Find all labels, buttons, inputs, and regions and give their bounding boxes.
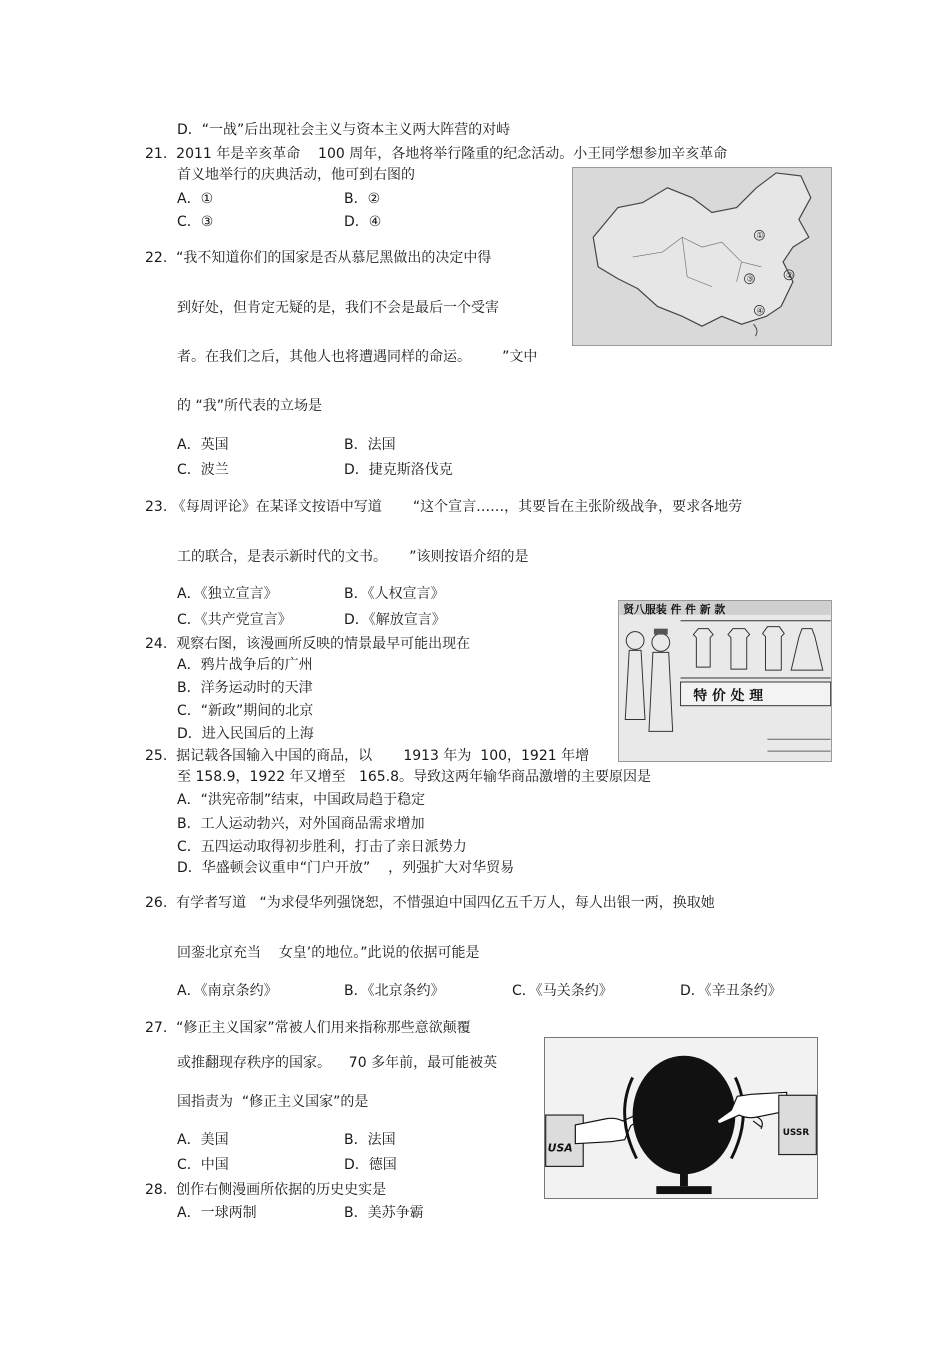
- q22-stem-line2: 到好处，但肯定无疑的是，我们不会是最后一个受害: [177, 300, 499, 316]
- q27-option-b: B．法国: [344, 1132, 396, 1148]
- q24-option-d: D．进入民国后的上海: [177, 726, 314, 742]
- q27-stem-line2: 或推翻现存秩序的国家。 70 多年前，最可能被英: [177, 1055, 498, 1071]
- q23-option-a: A．《独立宣言》: [177, 586, 278, 602]
- q24-stem-line1: 24. 观察右图，该漫画所反映的情景最早可能出现在: [145, 636, 471, 652]
- map-marker-4: ④: [756, 306, 764, 316]
- q23-stem-line1: 23. 《每周评论》在某译文按语中写道 “这个宣言……，其要旨在主张阶级战争，要求各地劳: [145, 499, 743, 515]
- q25-option-d: D．华盛顿会议重申“门户开放” ，列强扩大对华贸易: [177, 860, 515, 876]
- q27-option-a: A．美国: [177, 1132, 229, 1148]
- q21-option-c: C．③: [177, 214, 214, 230]
- q26-option-a: A．《南京条约》: [177, 983, 278, 999]
- globe-cartoon: [544, 1037, 818, 1199]
- clothing-store-drawing: [619, 601, 831, 761]
- q28-stem-line1: 28. 创作右侧漫画所依据的历史史实是: [145, 1182, 387, 1198]
- china-map-outline: [573, 168, 831, 345]
- q24-option-a: A．鸦片战争后的广州: [177, 657, 313, 673]
- q23-option-c: C．《共产党宣言》: [177, 612, 292, 628]
- q25-option-b: B．工人运动勃兴，对外国商品需求增加: [177, 816, 425, 832]
- q22-option-c: C．波兰: [177, 462, 229, 478]
- q22-option-d: D．捷克斯洛伐克: [344, 462, 453, 478]
- q24-option-b: B．洋务运动时的天津: [177, 680, 313, 696]
- q24-option-c: C．“新政”期间的北京: [177, 703, 314, 719]
- store-sign-bottom: 特 价 处 理: [693, 687, 764, 704]
- q21-stem-line2: 首义地举行的庆典活动，他可到右图的: [177, 167, 415, 183]
- q21-option-d: D．④: [344, 214, 382, 230]
- q26-stem-line2: 回銮北京充当 女皇’的地位。”此说的依据可能是: [177, 945, 480, 961]
- q28-option-a: A．一球两制: [177, 1205, 257, 1221]
- q20-option-d: D．“一战”后出现社会主义与资本主义两大阵营的对峙: [177, 122, 511, 138]
- q27-option-c: C．中国: [177, 1157, 229, 1173]
- q22-option-b: B．法国: [344, 437, 396, 453]
- usa-label: USA: [547, 1141, 573, 1155]
- q27-stem-line3: 国指责为 “修正主义国家”的是: [177, 1094, 369, 1110]
- q26-stem-line1: 26. 有学者写道 “为求侵华列强饶恕，不惜强迫中国四亿五千万人，每人出银一两，换取她: [145, 895, 715, 911]
- q23-stem-line2: 工的联合，是表示新时代的文书。 ”该则按语介绍的是: [177, 549, 529, 565]
- q21-stem-line1: 21. 2011 年是辛亥革命 100 周年，各地将举行隆重的纪念活动。小王同学想参加辛亥革命: [145, 146, 728, 162]
- q23-option-b: B．《人权宣言》: [344, 586, 445, 602]
- q28-option-b: B．美苏争霸: [344, 1205, 424, 1221]
- q27-stem-line1: 27. “修正主义国家”常被人们用来指称那些意欲颠覆: [145, 1020, 471, 1036]
- q27-option-d: D．德国: [344, 1157, 397, 1173]
- q26-option-b: B．《北京条约》: [344, 983, 445, 999]
- globe-drawing: [545, 1038, 817, 1198]
- q26-option-d: D．《辛丑条约》: [680, 983, 782, 999]
- map-marker-2: ②: [786, 270, 794, 280]
- ussr-label: USSR: [782, 1127, 810, 1138]
- map-marker-3: ③: [746, 274, 754, 284]
- china-map-figure: [572, 167, 832, 346]
- q21-option-a: A．①: [177, 191, 214, 207]
- q22-stem-line3: 者。在我们之后，其他人也将遭遇同样的命运。 ”文中: [177, 349, 538, 365]
- q25-option-a: A．“洪宪帝制”结束，中国政局趋于稳定: [177, 792, 426, 808]
- q25-stem-line2: 至 158.9，1922 年又增至 165.8。导致这两年输华商品激增的主要原因是: [177, 769, 652, 785]
- q21-option-b: B．②: [344, 191, 381, 207]
- map-marker-1: ①: [756, 231, 764, 241]
- q25-option-c: C．五四运动取得初步胜利，打击了亲日派势力: [177, 839, 467, 855]
- q25-stem-line1: 25. 据记载各国输入中国的商品，以 1913 年为 100，1921 年增: [145, 748, 590, 764]
- clothing-store-cartoon: [618, 600, 832, 762]
- store-sign-top: 贤八服装 件 件 新 款: [623, 602, 726, 616]
- q22-stem-line4: 的 “我”所代表的立场是: [177, 398, 322, 414]
- q26-option-c: C．《马关条约》: [512, 983, 613, 999]
- q22-option-a: A．英国: [177, 437, 229, 453]
- q23-option-d: D．《解放宣言》: [344, 612, 446, 628]
- q22-stem-line1: 22. “我不知道你们的国家是否从慕尼黑做出的决定中得: [145, 250, 492, 266]
